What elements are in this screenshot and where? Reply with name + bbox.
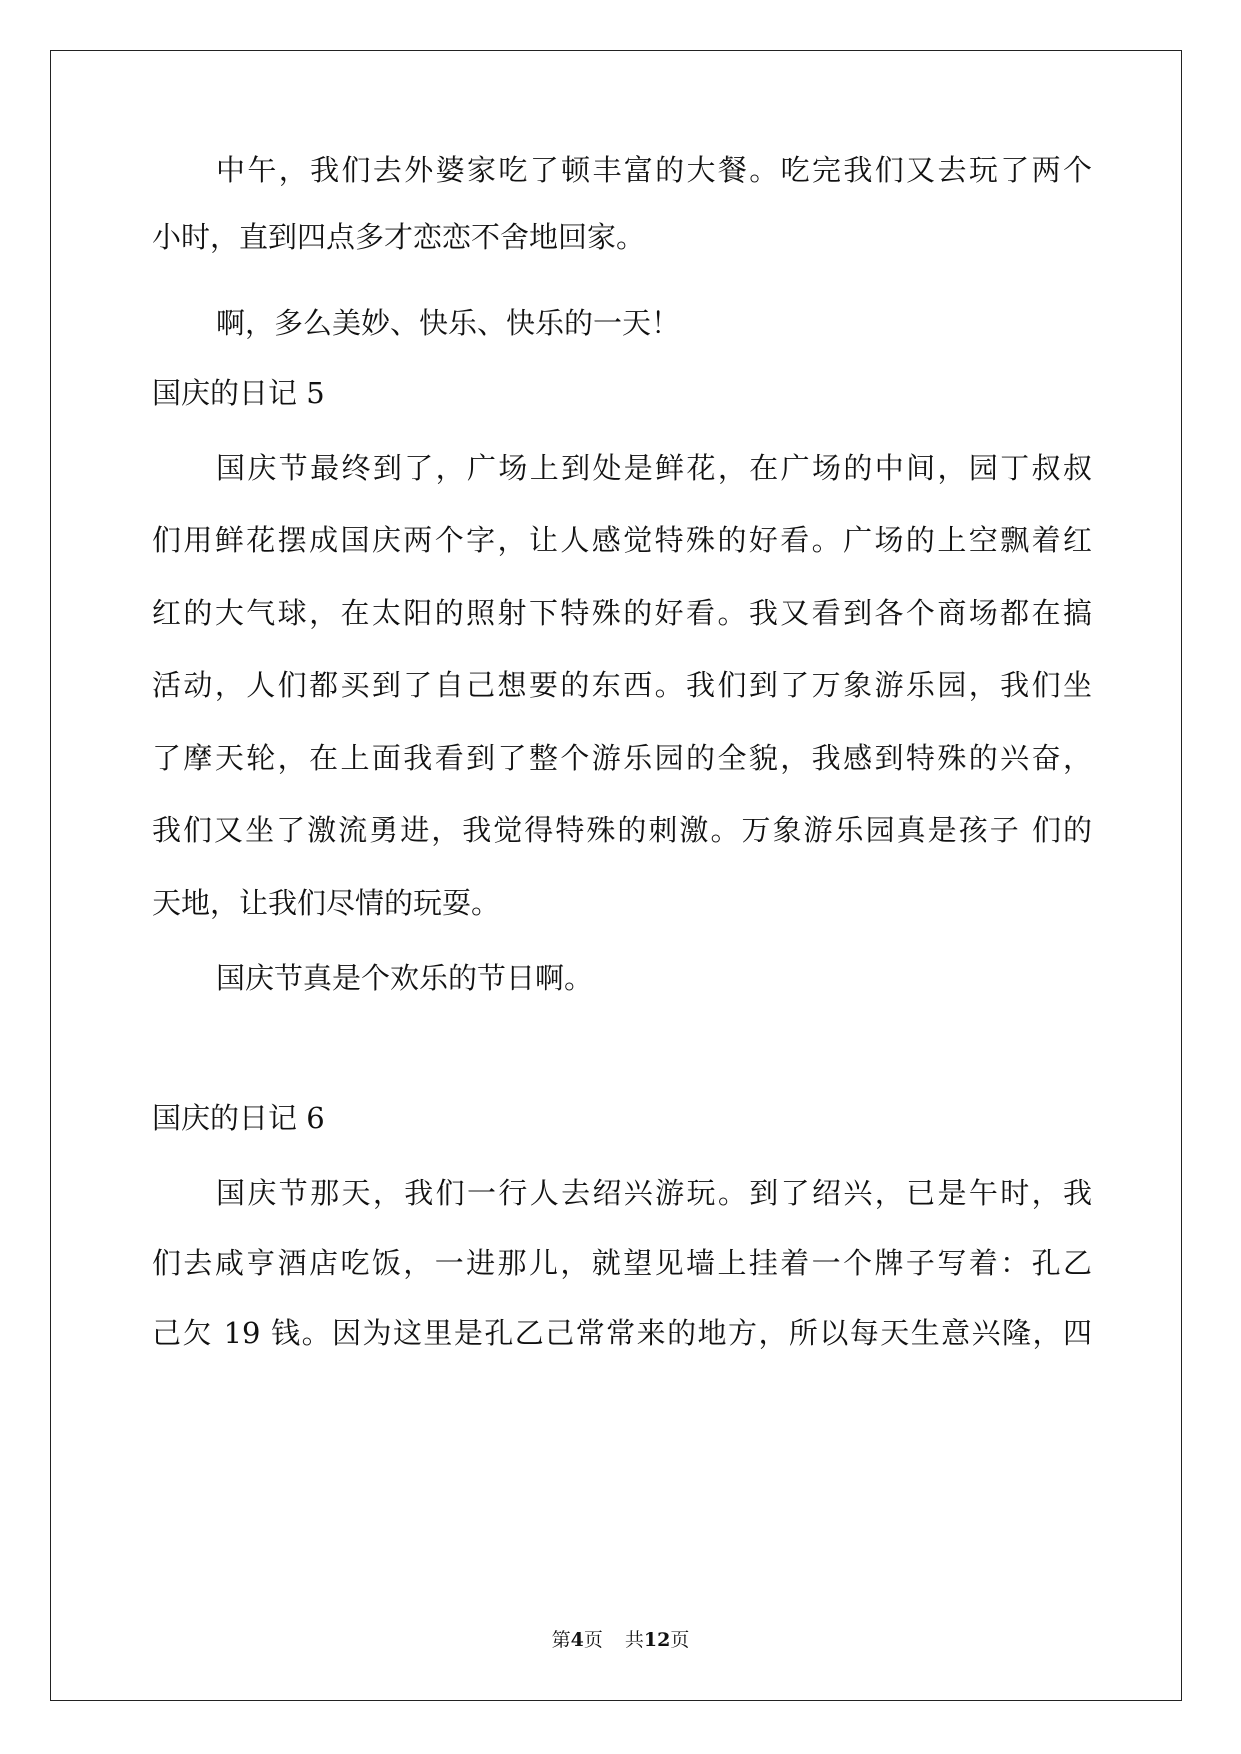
paragraph-line: 了摩天轮，在上面我看到了整个游乐园的全貌，我感到特殊的兴奋， xyxy=(152,741,1092,775)
paragraph-line: 国庆节那天，我们一行人去绍兴游玩。到了绍兴，已是午时，我 xyxy=(216,1176,1092,1210)
paragraph-line: 中午，我们去外婆家吃了顿丰富的大餐。吃完我们又去玩了两个 xyxy=(216,153,1092,187)
total-suffix: 页 xyxy=(670,1629,690,1651)
paragraph-line: 啊，多么美妙、快乐、快乐的一天！ xyxy=(216,306,681,340)
paragraph-line: 国庆节真是个欢乐的节日啊。 xyxy=(216,961,594,995)
paragraph-line: 小时，直到四点多才恋恋不舍地回家。 xyxy=(152,220,646,254)
page-footer xyxy=(0,1628,1241,1652)
section-heading: 国庆的日记 5 xyxy=(152,376,325,410)
paragraph-line: 们去咸亨酒店吃饭，一进那儿，就望见墙上挂着一个牌子写着：孔乙 xyxy=(152,1246,1092,1280)
paragraph-line: 活动，人们都买到了自己想要的东西。我们到了万象游乐园，我们坐 xyxy=(152,668,1092,702)
paragraph-line: 天地，让我们尽情的玩耍。 xyxy=(152,886,501,920)
page-border xyxy=(50,50,1182,1701)
paragraph-line: 国庆节最终到了，广场上到处是鲜花，在广场的中间，园丁叔叔 xyxy=(216,451,1092,485)
page-prefix: 第 xyxy=(551,1629,571,1651)
page-current: 4 xyxy=(570,1629,584,1651)
page-total: 12 xyxy=(643,1629,671,1651)
section-heading: 国庆的日记 6 xyxy=(152,1101,325,1135)
paragraph-line: 己欠 19 钱。因为这里是孔乙己常常来的地方，所以每天生意兴隆，四 xyxy=(152,1316,1092,1350)
paragraph-line: 我们又坐了激流勇进，我觉得特殊的刺激。万象游乐园真是孩子 们的 xyxy=(152,813,1092,847)
paragraph-line: 们用鲜花摆成国庆两个字，让人感觉特殊的好看。广场的上空飘着红 xyxy=(152,523,1092,557)
total-prefix: 共 xyxy=(624,1629,644,1651)
paragraph-line: 红的大气球，在太阳的照射下特殊的好看。我又看到各个商场都在搞 xyxy=(152,596,1092,630)
page-suffix: 页 xyxy=(583,1629,603,1651)
